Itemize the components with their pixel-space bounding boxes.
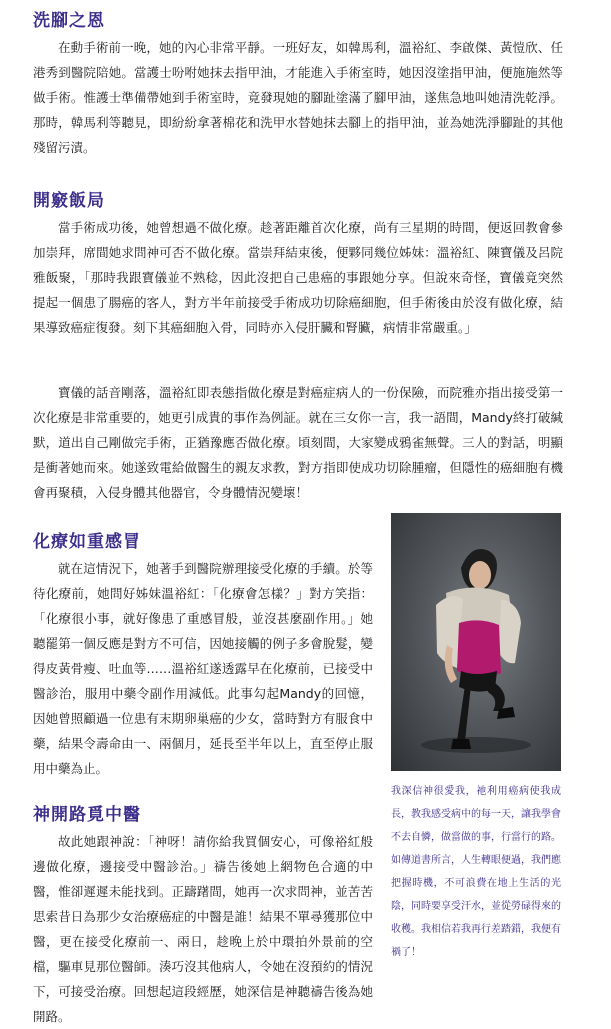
section-paragraph-chinese-doctor: 故此她跟神說：「神呀！請你給我買個安心，可像裕紅般邊做化療，邊接受中醫診治。」禱告後她上網物色合適的中醫，惟卻遲遲未能找到。正躊躇間，她再一次求問神，並苦苦思索昔日為那少女治療癌症的中醫是誰！結果不單尋獲那位中醫，更在接受化療前一、兩日，趁晚上於中環拍外景前的空檔，驅車見那位醫師。湊巧沒其他病人，令她在沒預約的情況下，可接受治療。回想起這段經歷，她深信是神聽禱告後為她開路。: [33, 834, 373, 1024]
section-paragraph-foot-washing: 在動手術前一晚，她的內心非常平靜。一班好友，如韓馬利，溫裕紅、李啟傑、黃愷欣、任港秀到醫院陪她。當護士吩咐她抹去指甲油，才能進入手術室時，她因沒塗指甲油，便施施然等做手術。惟護士準備帶她到手術室時，竟發現她的腳趾塗滿了腳甲油，遂焦急地叫她清洗乾淨。那時，韓馬利等聽見，即紛紛拿著棉花和洗甲水替她抹去腳上的指甲油，並為她洗淨腳趾的其他殘留污漬。: [33, 40, 563, 155]
section-title-chemo: 化療如重感冒: [33, 532, 141, 552]
section-title-chinese-doctor: 神開路覓中醫: [33, 805, 141, 825]
photo-caption: 我深信神很愛我，祂利用癌病使我成長，教我感受病中的每一天，讓我學會不去自憐，做當做的事，行當行的路。如傳道書所言，人生轉眼便過，我們應把握時機，不可浪費在地上生活的光陰，同時要享受汗水，並從勞碌得來的收穫。我相信若我再行差踏錯，我便有禍了！: [391, 786, 561, 958]
portrait-photo: [391, 513, 561, 771]
section-title-dinner: 開竅飯局: [33, 191, 105, 211]
section-paragraph-dinner-1: 當手術成功後，她曾想過不做化療。趁著距離首次化療，尚有三星期的時間，便返回教會參加崇拜，席間她求問神可否不做化療。當崇拜結束後，便夥同幾位姊妹：溫裕紅、陳寶儀及呂院雅飯聚，「那時我跟寶儀並不熟稔，因此沒把自己患癌的事跟她分享。但說來奇怪，寶儀竟突然提起一個患了腸癌的客人，對方半年前接受手術成功切除癌細胞，但手術後由於沒有做化療，結果導致癌症復發。刻下其癌細胞入骨，同時亦入侵肝臟和腎臟，病情非常嚴重。」: [33, 220, 563, 335]
section-paragraph-chemo: 就在這情況下，她著手到醫院辦理接受化療的手續。於等待化療前，她問好姊妹溫裕紅：「化療會怎樣？」對方笑指：「化療很小事，就好像患了重感冒般，並沒甚麼副作用。」她聽罷第一個反應是對方不可信，因她接觸的例子多會脫髮，變得皮黃骨瘦、吐血等……溫裕紅遂透露早在化療前，已接受中醫診治，服用中藥令副作用減低。此事勾起Mandy的回憶，因她曾照顧過一位患有末期卵巢癌的少女，當時對方有服食中藥，結果令壽命由一、兩個月，延長至半年以上，直至停止服用中藥為止。: [33, 561, 373, 776]
section-title-foot-washing: 洗腳之恩: [33, 11, 105, 31]
woman-portrait-illustration: [391, 513, 561, 771]
section-paragraph-dinner-2: 寶儀的話音剛落，溫裕紅即表態指做化療是對癌症病人的一份保險，而院雅亦指出接受第一次化療是非常重要的，她更引成貴的事作為例証。就在三女你一言，我一語間，Mandy終打破緘默，道出自己剛做完手術，正猶豫應否做化療。頃刻間，大家變成鴉雀無聲。三人的對話，明顯是衝著她而來。她遂致電給做醫生的親友求教，對方指即使成功切除腫瘤，但隱性的癌細胞有機會再聚積，入侵身體其他器官，令身體情況變壞！: [33, 385, 563, 500]
